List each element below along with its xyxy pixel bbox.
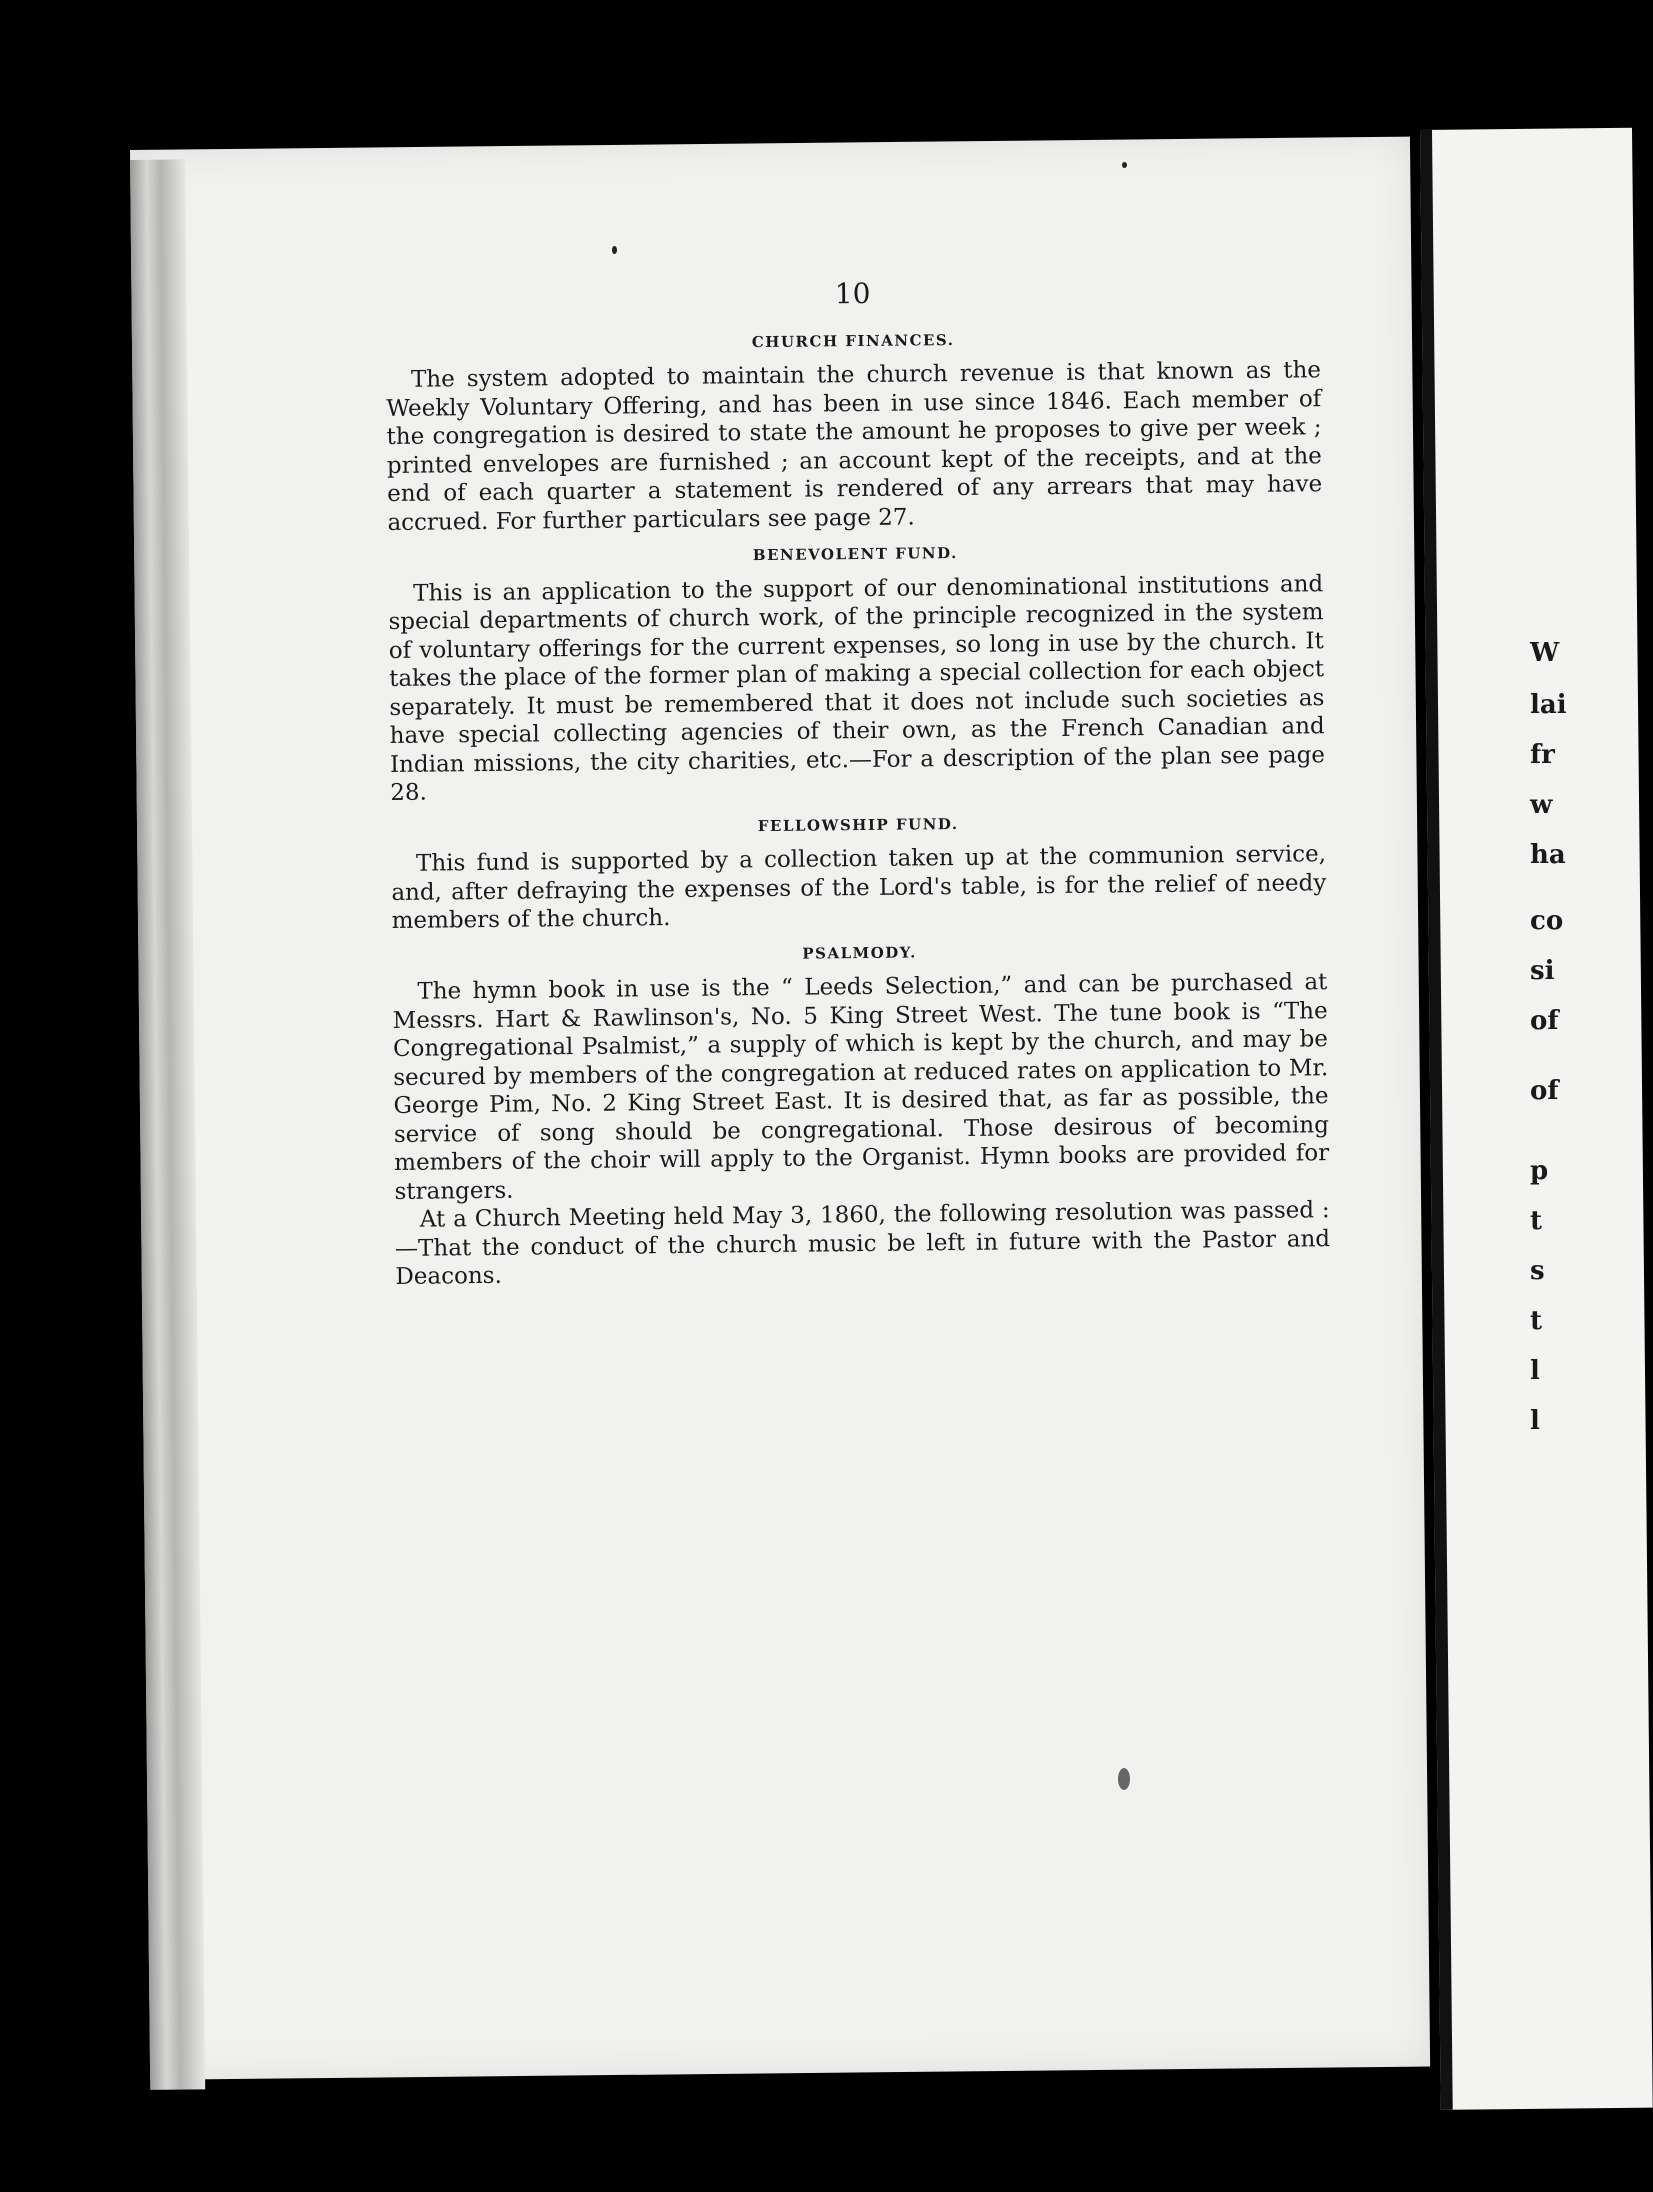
fragment: t xyxy=(1530,1306,1543,1336)
fragment: W xyxy=(1530,638,1560,668)
paragraph-benevolent-fund: This is an application to the support of our denominational institutions and special departments of church work, of the principle recognized in the system of voluntary offerings for the current expenses, so long in use by the church. It takes the place of the former plan of making a special collection for each object separately. It must be remembered that it does not include such societies as have special collecting agencies of their own, as the French Canadian and Indian missions, the city charities, etc.—For a description of the plan see page 28. xyxy=(388,570,1326,806)
fragment: p xyxy=(1530,1156,1549,1186)
fragment: lai xyxy=(1530,690,1567,720)
paragraph-church-finances: The system adopted to maintain the church revenue is that known as the Weekly Voluntary Offering, and has been in use since 1846. Each member of the congregation is desired to state the amount he proposes to give per week ; printed envelopes are furnished ; an account kept of the receipts, and at the end of each quarter a statement is rendered of any arrears that may have accrued. For further particulars see page 27. xyxy=(386,357,1323,536)
fragment: of xyxy=(1530,1006,1559,1036)
heading-fellowship-fund: FELLOWSHIP FUND. xyxy=(757,814,959,835)
page-number: 10 xyxy=(834,276,871,311)
fragment: t xyxy=(1530,1206,1543,1236)
heading-benevolent-fund: BENEVOLENT FUND. xyxy=(752,544,958,565)
fragment: of xyxy=(1530,1076,1559,1106)
facing-page-edge xyxy=(1420,128,1653,2110)
ink-speck xyxy=(1122,162,1127,168)
fragment: l xyxy=(1530,1356,1540,1386)
fragment: co xyxy=(1530,906,1564,936)
fragment: si xyxy=(1530,956,1555,986)
fragment: l xyxy=(1530,1406,1540,1436)
paragraph-resolution: At a Church Meeting held May 3, 1860, the following resolution was passed :—That the conduct of the church music be left in future with the Pastor and Deacons. xyxy=(394,1197,1331,1290)
paragraph-fellowship-fund: This fund is supported by a collection taken up at the communion service, and, after defraying the expenses of the Lord's table, is for the relief of needy members of the church. xyxy=(391,841,1327,934)
page-content xyxy=(385,275,1330,1291)
ink-speck xyxy=(612,246,617,254)
heading-church-finances: CHURCH FINANCES. xyxy=(751,330,955,351)
ink-speck xyxy=(1118,1768,1130,1790)
heading-psalmody: PSALMODY. xyxy=(802,942,917,963)
fragment: s xyxy=(1530,1256,1545,1286)
fragment: ha xyxy=(1530,840,1566,870)
fragment: w xyxy=(1530,790,1553,820)
fragment: fr xyxy=(1530,740,1555,770)
paragraph-psalmody: The hymn book in use is the “ Leeds Selection,” and can be purchased at Messrs. Hart & Rawlinson's, No. 5 King Street West. The tune book is “The Congregational Psalmist,” a supply of which is kept by the church, and may be secured by members of the congregation at reduced rates on application to Mr. George Pim, No. 2 King Street East. It is desired that, as far as possible, the service of song should be congregational. Those desirous of becoming members of the choir will apply to the Organist. Hymn books are provided for strangers. xyxy=(392,969,1330,1205)
